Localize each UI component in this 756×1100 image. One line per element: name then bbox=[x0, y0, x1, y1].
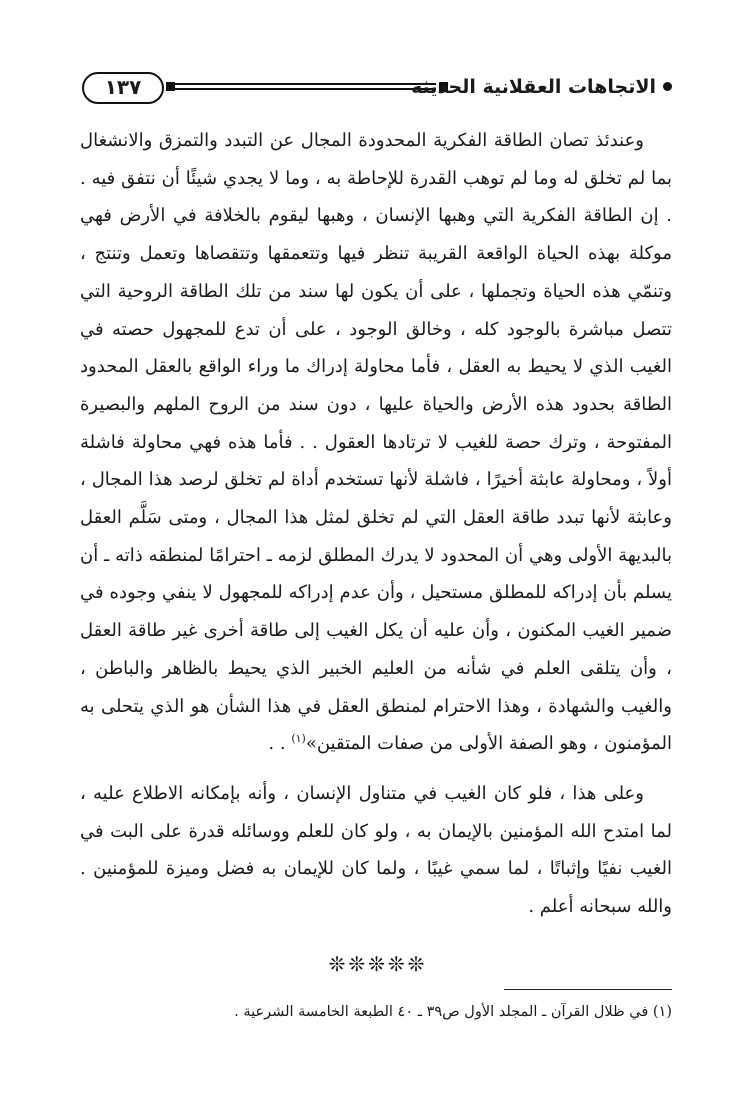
page-number: ١٣٧ bbox=[104, 75, 142, 99]
body-text bbox=[80, 122, 672, 926]
running-header bbox=[82, 70, 672, 110]
paragraph-quote bbox=[80, 122, 672, 763]
footnote-text: في ظلال القرآن ـ المجلد الأول ص٣٩ ـ ٤٠ الطبعة الخامسة الشرعية . bbox=[234, 1004, 649, 1020]
footnote-number: (١) bbox=[652, 1004, 672, 1020]
footnote bbox=[92, 1000, 672, 1024]
paragraph-1-tail: . . bbox=[268, 733, 292, 755]
header-bullet-icon bbox=[663, 82, 672, 91]
page-number-badge bbox=[82, 72, 164, 104]
paragraph-1-text: وعندئذ تصان الطاقة الفكرية المحدودة المجال عن التبدد والتمزق والانشغال بما لم تخلق له وما لم توهب القدرة للإحاطة به ، وما لا يجدي شيئًا أن نتفق فيه . . إن الطاقة الفكرية التي وهبها الإنسان ، وهبها ليقوم بالخلافة في الأرض فهي موكلة بهذه الحياة الواقعة القريبة تنظر فيها وتتعمقها وتتقصاها وتعمل وتنتج ، وتنمّي هذه الحياة وتجملها ، على أن يكون لها سند من تلك الطاقة الروحية التي تتصل مباشرة بالوجود كله ، وخالق الوجود ، على أن تدع للمجهول حصته في الغيب الذي لا يحيط به العقل ، فأما محاولة إدراك ما وراء الواقع بالعقل المحدود الطاقة بحدود هذه الأرض والحياة عليها ، دون سند من الروح الملهم والبصيرة المفتوحة ، وترك حصة للغيب لا ترتادها العقول . . فأما هذه فهي محاولة فاشلة أولاً ، ومحاولة عابثة أخيرًا ، فاشلة لأنها تستخدم أداة لم تخلق لرصد هذا المجال ، وعابثة لأنها تبدد طاقة العقل التي لم تخلق لمثل هذا المجال ، ومتى سَلَّم العقل بالبديهة الأولى وهي أن المحدود لا يدرك المطلق لزمه ـ احترامًا لمنطقه ذاته ـ أن يسلم بأن إدراكه للمطلق مستحيل ، وأن عدم إدراكه للمجهول لا ينفي وجوده في ضمير الغيب المكنون ، وأن عليه أن يكل الغيب إلى طاقة أخرى غير طاقة العقل ، وأن يتلقى العلم في شأنه من العليم الخبير الذي يحيط بالظاهر والباطن ، والغيب والشهادة ، وهذا الاحترام لمنطق العقل في هذا الشأن هو الذي يتحلى به المؤمنون ، وهو الصفة الأولى من صفات المتقين» bbox=[80, 130, 672, 755]
footnote-rule bbox=[504, 989, 672, 990]
header-double-rule bbox=[174, 83, 436, 90]
paragraph-conclusion: وعلى هذا ، فلو كان الغيب في متناول الإنسان ، وأنه بإمكانه الاطلاع عليه ، لما امتدح الله المؤمنين بالإيمان به ، ولو كان للعلم ووسائله قدرة على البت في الغيب نفيًا وإثباتًا ، لما سمي غيبًا ، ولما كان للإيمان به فضل وميزة للمؤمنين . والله سبحانه أعلم . bbox=[80, 782, 672, 918]
running-title: الاتجاهات العقلانية الحديثة bbox=[411, 76, 656, 98]
section-separator: ❊❊❊❊❊ bbox=[328, 952, 428, 976]
footnote-reference: (١) bbox=[291, 732, 306, 746]
